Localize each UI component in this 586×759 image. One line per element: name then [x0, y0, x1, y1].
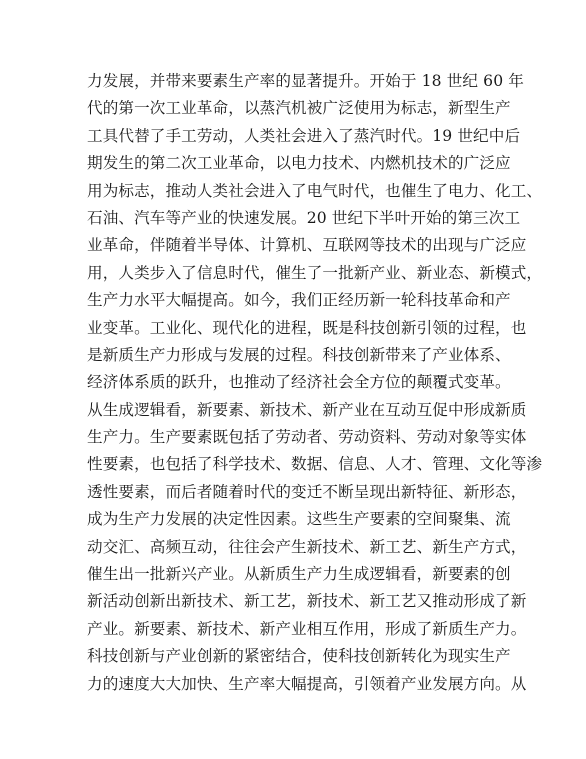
text-line: 代的第一次工业革命，以蒸汽机被广泛使用为标志，新型生产	[87, 99, 511, 118]
text-line: 动交汇、高频互动，往往会产生新技术、新工艺、新生产方式，	[87, 537, 527, 556]
text-line: 业变革。工业化、现代化的进程，既是科技创新引领的过程，也	[87, 318, 527, 337]
text-line: 用，人类步入了信息时代，催生了一批新产业、新业态、新模式，	[87, 263, 543, 282]
text-line: 催生出一批新兴产业。从新质生产力生成逻辑看，新要素的创	[87, 565, 511, 584]
text-line: 产业。新要素、新技术、新产业相互作用，形成了新质生产力。	[87, 619, 527, 638]
text-line: 从生成逻辑看，新要素、新技术、新产业在互动互促中形成新质	[87, 400, 527, 419]
text-line: 生产力水平大幅提高。如今，我们正经历新一轮科技革命和产	[87, 291, 511, 310]
text-line: 性要素，也包括了科学技术、数据、信息、人才、管理、文化等渗	[87, 455, 543, 474]
text-line: 科技创新与产业创新的紧密结合，使科技创新转化为现实生产	[87, 647, 511, 666]
text-line: 透性要素，而后者随着时代的变迁不断呈现出新特征、新形态，	[87, 482, 527, 501]
text-line: 力的速度大大加快、生产率大幅提高，引领着产业发展方向。从	[87, 674, 527, 693]
text-line: 生产力。生产要素既包括了劳动者、劳动资料、劳动对象等实体	[87, 428, 527, 447]
text-line: 成为生产力发展的决定性因素。这些生产要素的空间聚集、流	[87, 510, 511, 529]
text-line: 力发展，并带来要素生产率的显著提升。开始于 18 世纪 60 年	[87, 72, 524, 90]
text-line: 是新质生产力形成与发展的过程。科技创新带来了产业体系、	[87, 345, 511, 364]
text-line: 用为标志，推动人类社会进入了电气时代，也催生了电力、化工、	[87, 181, 543, 200]
text-line: 经济体系质的跃升，也推动了经济社会全方位的颠覆式变革。	[87, 373, 511, 392]
text-line: 石油、汽车等产业的快速发展。20 世纪下半叶开始的第三次工	[87, 208, 521, 227]
text-line: 期发生的第二次工业革命，以电力技术、内燃机技术的广泛应	[87, 154, 511, 173]
body-text	[87, 68, 543, 698]
text-line: 新活动创新出新技术、新工艺，新技术、新工艺又推动形成了新	[87, 592, 527, 611]
text-line: 业革命，伴随着半导体、计算机、互联网等技术的出现与广泛应	[87, 236, 527, 255]
text-line: 工具代替了手工劳动，人类社会进入了蒸汽时代。19 世纪中后	[87, 126, 521, 145]
